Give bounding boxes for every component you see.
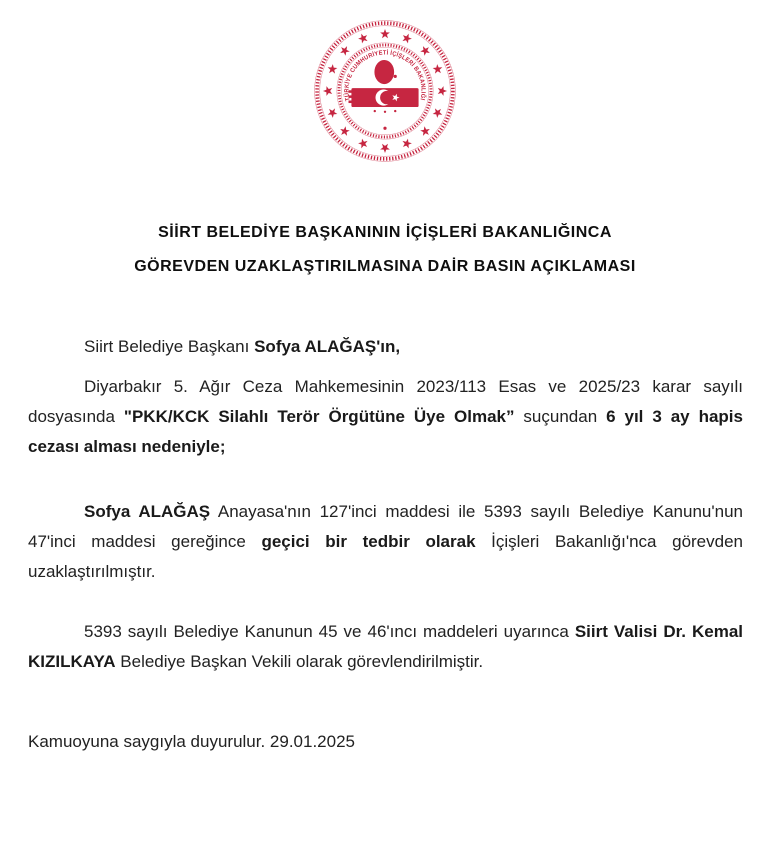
text-run: Diyarbakır 5. Ağır Ceza Mahkemesinin 2023/113 Esas ve 2025/23 karar sayılı dosyasında <box>28 377 743 426</box>
paragraph-mayor-name <box>28 332 743 362</box>
document-body <box>28 332 743 757</box>
text-run-bold: Sofya ALAĞAŞ'ın, <box>254 337 401 356</box>
interior-ministry-emblem <box>312 18 458 164</box>
emblem-bottom-dot <box>383 127 386 130</box>
text-run: Anayasa'nın 127'inci maddesi ile 5393 sayılı Belediye Kanunu'nun 47'inci maddesi gereğince <box>28 502 743 551</box>
paragraph-deputy-assignment <box>28 617 743 677</box>
text-run: İçişleri Bakanlığı'nca görevden uzaklaştırılmıştır. <box>28 532 743 581</box>
text-run: suçundan <box>514 407 607 426</box>
closing-line: Kamuoyuna saygıyla duyurulur. 29.01.2025 <box>28 732 356 751</box>
paragraph-suspension <box>28 497 743 587</box>
press-release-document <box>0 18 770 848</box>
document-title <box>0 216 770 284</box>
text-run: Belediye Başkan Vekili olarak görevlendirilmiştir. <box>115 652 484 671</box>
text-run-bold: Siirt Valisi Dr. Kemal KIZILKAYA <box>28 622 743 671</box>
text-run: 5393 sayılı Belediye Kanunun 45 ve 46'ıncı maddeleri uyarınca <box>84 622 575 641</box>
text-run-bold: geçici bir tedbir olarak <box>261 532 476 551</box>
text-run: Siirt Belediye Başkanı <box>84 337 255 356</box>
text-run-bold: "PKK/KCK Silahlı Terör Örgütüne Üye Olmak” <box>123 407 515 426</box>
text-run-bold: 6 yıl 3 ay hapis cezası alması nedeniyle; <box>28 407 743 456</box>
text-run-bold: Sofya ALAĞAŞ <box>84 502 211 521</box>
title-line-2: GÖREVDEN UZAKLAŞTIRILMASINA DAİR BASIN AÇIKLAMASI <box>134 258 636 275</box>
title-line-1: SİİRT BELEDİYE BAŞKANININ İÇİŞLERİ BAKANLIĞINCA <box>158 224 612 241</box>
emblem-ring-text: TÜRKİYE CUMHURİYETİ İÇİŞLERİ BAKANLIĞI <box>343 49 427 102</box>
paragraph-court-decision <box>28 372 743 462</box>
emblem-graphic <box>315 21 456 162</box>
